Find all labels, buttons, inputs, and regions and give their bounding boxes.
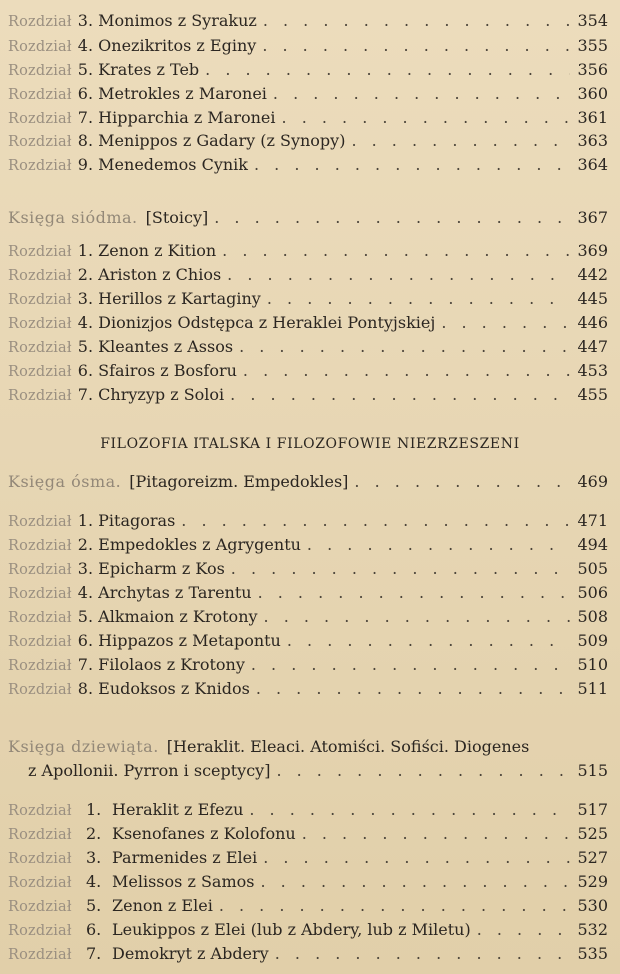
chapter-label: Rozdział: [8, 316, 72, 332]
page-number: 361: [577, 108, 608, 127]
chapter-number: 1.: [77, 241, 94, 260]
toc-entry: [8, 128, 608, 154]
toc-entry: [8, 797, 608, 823]
page-number: 360: [577, 84, 608, 103]
chapter-title: Monimos z Syrakuz: [98, 11, 257, 30]
toc-entry: [8, 845, 608, 871]
chapter-title: Krates z Teb: [98, 60, 200, 79]
page-number: 442: [577, 265, 608, 284]
chapter-label: Rozdział: [8, 851, 72, 867]
book-entry: [8, 205, 608, 231]
chapter-label: Rozdział: [8, 827, 72, 843]
leader-dots: [260, 869, 570, 895]
leader-dots: [267, 286, 570, 312]
page-number: 369: [577, 241, 608, 260]
chapter-label: Rozdział: [8, 682, 72, 698]
chapter-title: Metrokles z Maronei: [98, 84, 267, 103]
chapter-label: Rozdział: [8, 268, 72, 284]
leader-dots: [302, 821, 570, 847]
chapter-number: 5.: [77, 337, 94, 356]
chapter-label: Rozdział: [8, 111, 72, 127]
toc-entry: [8, 508, 608, 534]
leader-dots: [262, 33, 570, 59]
chapter-number: 7.: [77, 655, 94, 674]
leader-dots: [258, 580, 570, 606]
leader-dots: [354, 469, 570, 495]
chapter-number: 6.: [77, 361, 94, 380]
chapter-number: 4.: [77, 583, 94, 602]
toc-entry: [8, 652, 608, 678]
page-number: 447: [577, 337, 608, 356]
page-number: 525: [577, 824, 608, 843]
leader-dots: [249, 797, 570, 823]
chapter-number: 8.: [77, 131, 94, 150]
leader-dots: [441, 310, 570, 336]
page-number: 494: [577, 535, 608, 554]
book-entry: [8, 469, 608, 495]
toc-entry: [8, 286, 608, 312]
chapter-number: 2.: [77, 535, 94, 554]
chapter-number: 5.: [77, 60, 94, 79]
chapter-label: Rozdział: [8, 340, 72, 356]
leader-dots: [239, 334, 570, 360]
toc-entry: [8, 893, 608, 919]
page-number: 363: [577, 131, 608, 150]
leader-dots: [275, 941, 570, 967]
chapter-label: Rozdział: [8, 803, 72, 819]
leader-dots: [181, 508, 570, 534]
leader-dots: [477, 917, 570, 943]
page-number: 509: [577, 631, 608, 650]
toc-entry: [8, 580, 608, 606]
chapter-title: Eudoksos z Knidos: [98, 679, 250, 698]
chapter-title: Leukippos z Elei (lub z Abdery, lub z Miletu): [112, 920, 471, 939]
toc-entry: [8, 676, 608, 702]
chapter-title: Sfairos z Bosforu: [98, 361, 237, 380]
page-number: 529: [577, 872, 608, 891]
chapter-label: Rozdział: [8, 634, 72, 650]
chapter-number: 2.: [77, 265, 94, 284]
chapter-number: 7.: [77, 108, 94, 127]
toc-entry: [8, 917, 608, 943]
chapter-label: Rozdział: [8, 538, 72, 554]
chapter-number: 7.: [86, 944, 102, 963]
chapter-label: Rozdział: [8, 658, 72, 674]
page-number: 356: [577, 60, 608, 79]
leader-dots: [214, 205, 570, 231]
leader-dots: [227, 262, 570, 288]
page-number: 532: [577, 920, 608, 939]
toc-entry: [8, 382, 608, 408]
toc-entry: [8, 262, 608, 288]
leader-dots: [254, 152, 570, 178]
page-number: 530: [577, 896, 608, 915]
chapter-title: Parmenides z Elei: [112, 848, 258, 867]
chapter-number: 3.: [77, 559, 94, 578]
chapter-title: Hipparchia z Maronei: [98, 108, 276, 127]
toc-entry: [8, 310, 608, 336]
page-number: 508: [577, 607, 608, 626]
chapter-title: Ksenofanes z Kolofonu: [112, 824, 296, 843]
toc-entry: [8, 604, 608, 630]
chapter-label: Rozdział: [8, 292, 72, 308]
toc-entry: [8, 238, 608, 264]
chapter-label: Rozdział: [8, 899, 72, 915]
page-number: 367: [577, 208, 608, 227]
chapter-title: Menippos z Gadary (z Synopy): [98, 131, 346, 150]
chapter-title: Heraklit z Efezu: [112, 800, 244, 819]
page-number: 517: [577, 800, 608, 819]
chapter-title: Dionizjos Odstępca z Heraklei Pontyjskiej: [98, 313, 436, 332]
page-number: 527: [577, 848, 608, 867]
toc-entry: [8, 532, 608, 558]
leader-dots: [264, 604, 570, 630]
page-number: 510: [577, 655, 608, 674]
page-number: 535: [577, 944, 608, 963]
page-number: 506: [577, 583, 608, 602]
book-title-line1: [Heraklit. Eleaci. Atomiści. Sofiści. Diogenes: [166, 737, 530, 756]
chapter-label: Rozdział: [8, 63, 72, 79]
page-number: 505: [577, 559, 608, 578]
chapter-number: 7.: [77, 385, 94, 404]
chapter-title: Archytas z Tarentu: [98, 583, 252, 602]
chapter-title: Pitagoras: [98, 511, 176, 530]
chapter-title: Epicharm z Kos: [98, 559, 225, 578]
page-number: 364: [577, 155, 608, 174]
toc-entry: [8, 33, 608, 59]
chapter-title: Hippazos z Metapontu: [98, 631, 281, 650]
leader-dots: [230, 382, 570, 408]
chapter-title: Kleantes z Assos: [98, 337, 234, 356]
chapter-label: Rozdział: [8, 562, 72, 578]
toc-entry: [8, 628, 608, 654]
page-number: 511: [577, 679, 608, 698]
chapter-title: Herillos z Kartaginy: [98, 289, 261, 308]
chapter-title: Zenon z Kition: [98, 241, 217, 260]
book-title-line2: z Apollonii. Pyrron i sceptycy]: [28, 761, 271, 780]
chapter-label: Rozdział: [8, 134, 72, 150]
chapter-label: Rozdział: [8, 610, 72, 626]
page-number: 355: [577, 36, 608, 55]
chapter-label: Rozdział: [8, 923, 72, 939]
toc-entry: [8, 358, 608, 384]
book-label: Księga ósma.: [8, 472, 122, 491]
book-entry-line1: [8, 734, 608, 760]
toc-entry: [8, 941, 608, 967]
book-title: [Stoicy]: [145, 208, 209, 227]
page-number: 515: [577, 761, 608, 780]
chapter-title: Menedemos Cynik: [98, 155, 248, 174]
chapter-title: Zenon z Elei: [112, 896, 213, 915]
book-label: Księga siódma.: [8, 208, 138, 227]
chapter-number: 8.: [77, 679, 94, 698]
chapter-label: Rozdział: [8, 388, 72, 404]
book-title: [Pitagoreizm. Empedokles]: [129, 472, 349, 491]
chapter-number: 3.: [86, 848, 102, 867]
leader-dots: [243, 358, 570, 384]
toc-entry: [8, 556, 608, 582]
chapter-number: 1.: [86, 800, 102, 819]
chapter-label: Rozdział: [8, 947, 72, 963]
toc-entry: [8, 81, 608, 107]
chapter-title: Onezikritos z Eginy: [98, 36, 257, 55]
toc-entry: [8, 334, 608, 360]
chapter-number: 6.: [86, 920, 102, 939]
chapter-number: 3.: [77, 289, 94, 308]
chapter-number: 3.: [77, 11, 94, 30]
leader-dots: [205, 57, 570, 83]
leader-dots: [222, 238, 570, 264]
toc-entry: [8, 57, 608, 83]
chapter-title: Demokryt z Abdery: [112, 944, 269, 963]
chapter-label: Rozdział: [8, 875, 72, 891]
leader-dots: [351, 128, 570, 154]
chapter-number: 1.: [77, 511, 94, 530]
chapter-title: Chryzyp z Soloi: [98, 385, 225, 404]
leader-dots: [263, 845, 570, 871]
chapter-title: Ariston z Chios: [98, 265, 222, 284]
chapter-label: Rozdział: [8, 244, 72, 260]
toc-entry: [8, 8, 608, 34]
leader-dots: [231, 556, 570, 582]
chapter-title: Filolaos z Krotony: [98, 655, 245, 674]
section-heading: FILOZOFIA ITALSKA I FILOZOFOWIE NIEZRZESZENI: [100, 436, 520, 452]
chapter-number: 6.: [77, 631, 94, 650]
chapter-number: 4.: [77, 36, 94, 55]
page-number: 446: [577, 313, 608, 332]
page-number: 471: [577, 511, 608, 530]
leader-dots: [263, 8, 570, 34]
toc-entry: [8, 869, 608, 895]
chapter-label: Rozdział: [8, 158, 72, 174]
leader-dots: [256, 676, 570, 702]
page-number: 455: [577, 385, 608, 404]
toc-entry: [8, 821, 608, 847]
chapter-number: 4.: [86, 872, 102, 891]
book-label: Księga dziewiąta.: [8, 737, 159, 756]
leader-dots: [219, 893, 570, 919]
chapter-number: 5.: [86, 896, 102, 915]
chapter-number: 9.: [77, 155, 94, 174]
chapter-number: 2.: [86, 824, 102, 843]
chapter-title: Melissos z Samos: [112, 872, 255, 891]
chapter-label: Rozdział: [8, 39, 72, 55]
leader-dots: [276, 758, 570, 784]
leader-dots: [273, 81, 570, 107]
page-number: 453: [577, 361, 608, 380]
chapter-label: Rozdział: [8, 514, 72, 530]
chapter-label: Rozdział: [8, 586, 72, 602]
leader-dots: [251, 652, 570, 678]
chapter-label: Rozdział: [8, 87, 72, 103]
chapter-title: Empedokles z Agrygentu: [98, 535, 301, 554]
page-number: 354: [577, 11, 608, 30]
page-number: 445: [577, 289, 608, 308]
chapter-number: 4.: [77, 313, 94, 332]
leader-dots: [307, 532, 570, 558]
page-number: 469: [577, 472, 608, 491]
leader-dots: [287, 628, 570, 654]
book-entry-line2: [28, 758, 608, 784]
chapter-title: Alkmaion z Krotony: [98, 607, 258, 626]
chapter-label: Rozdział: [8, 14, 72, 30]
chapter-number: 5.: [77, 607, 94, 626]
chapter-label: Rozdział: [8, 364, 72, 380]
chapter-number: 6.: [77, 84, 94, 103]
toc-entry: [8, 152, 608, 178]
